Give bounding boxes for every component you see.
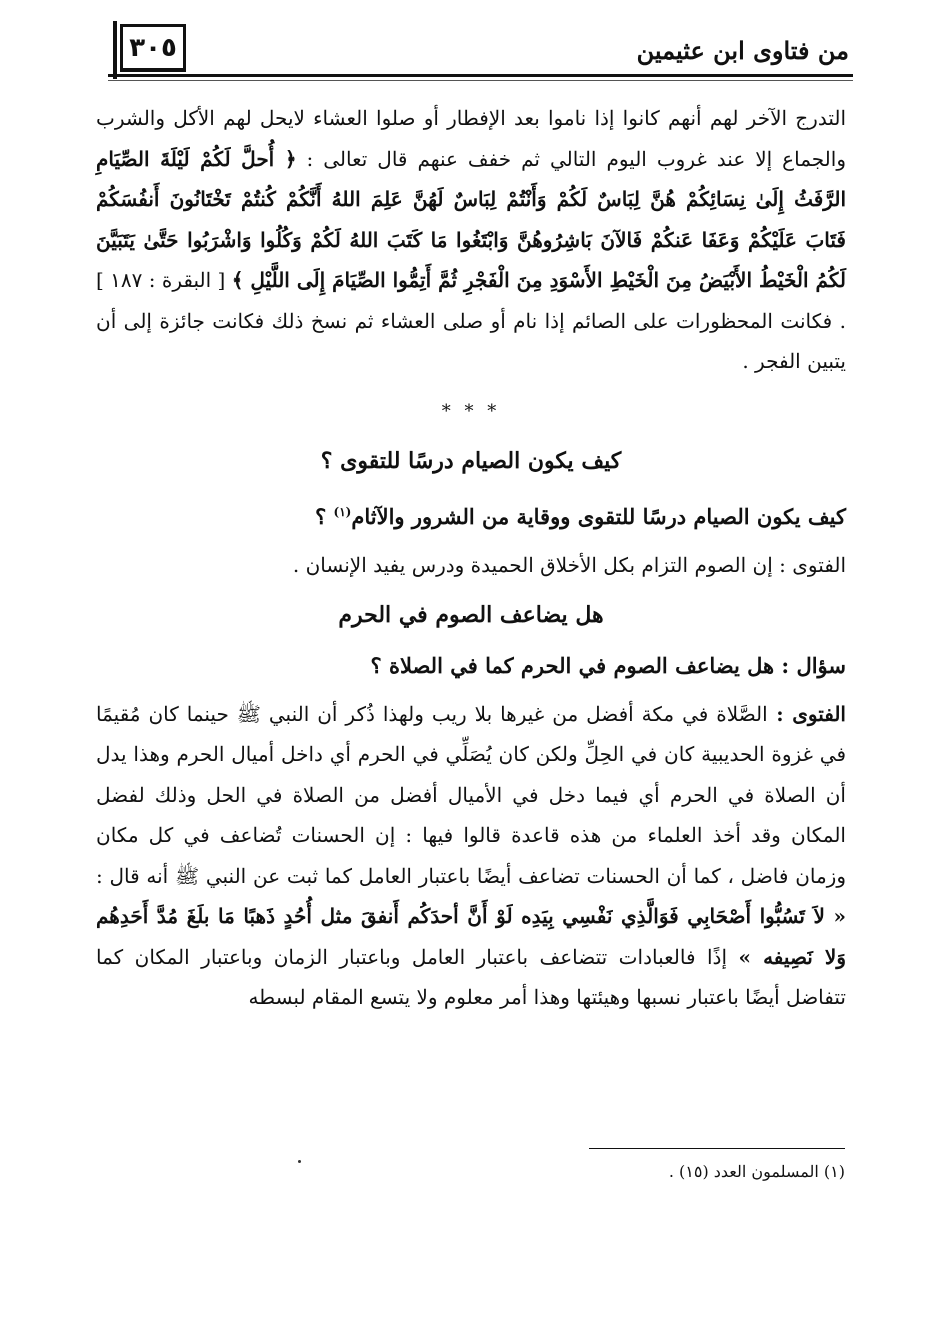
header-rule: [108, 74, 853, 77]
hadith-quote: « لاَ تَسُبُّوا أَصْحَابِي فَوَالَّذِي نَفْسِي بِيَدِه لَوْ أَنَّ أحدَكُم أَنفقَ مثل أُحُدٍ ذَهبًا مَا بلَغَ مُدَّ أَحَدِهُم وَلا نَصِيفه »: [96, 904, 846, 969]
section-heading-haram: هل يضاعف الصوم في الحرم: [338, 601, 604, 628]
intro-paragraph: [96, 98, 846, 382]
question-taqwa-mark: ؟: [315, 504, 334, 529]
answer-taqwa: الفتوى : إن الصوم التزام بكل الأخلاق الحميدة ودرس يفيد الإنسان .: [292, 553, 846, 577]
question-taqwa-text: كيف يكون الصيام درسًا للتقوى ووقاية من الشرور والآثام: [351, 504, 846, 529]
page-content: [96, 98, 846, 1018]
quran-verse: ﴿ أُحلَّ لَكُمْ لَيْلَةَ الصِّيَامِ الرَّفَثُ إِلَىٰ نِسَائِكُمْ هُنَّ لِبَاسٌ لَكُمْ وَأَنْتُمْ لِبَاسٌ لَهُنَّ عَلِمَ اللهُ أَنَّكُمْ كُنتُمْ تَخْتَانُونَ أَنفُسَكُمْ فَتَابَ عَلَيْكُمْ وَعَفَا عَنكُمْ فَالآنَ بَاشِرُوهُنَّ وَابْتَغُوا مَا كَتَبَ اللهُ لَكُمْ وَكُلُوا وَاشْرَبُوا حَتَّىٰ يَتَبَيَّنَ لَكُمُ الْخَيْطُ الأَبْيَضُ مِنَ الْخَيْطِ الأَسْوَدِ مِنَ الْفَجْرِ ثُمَّ أَتِمُّوا الصِّيَامَ إِلَى اللَّيْلِ ﴾: [96, 146, 846, 292]
page-number: ٣٠٥: [120, 24, 186, 72]
running-title: من فتاوى ابن عثيمين: [636, 36, 849, 65]
question-taqwa: [96, 490, 846, 539]
header-rule-thin: [108, 80, 853, 81]
answer-haram: [96, 694, 846, 1018]
page-header: [108, 14, 853, 78]
footnote-rule: [589, 1148, 845, 1149]
footnote: (١) المسلمون العدد (١٥) .: [668, 1162, 845, 1181]
footnote-marker: (١): [333, 505, 352, 519]
scan-speck: [298, 1160, 301, 1163]
answer-haram-part2: إذًا فالعبادات تتضاعف باعتبار العامل وباعتبار الزمان وباعتبار المكان كما تتفاضل أيضًا باعتبار نسبها وهيئتها وهذا أمر معلوم ولا يتسع المقام لبسطه: [96, 944, 846, 1009]
intro-text-end: فكانت المحظورات على الصائم إذا نام أو صلى العشاء ثم نسخ ذلك فكانت جائزة إلى أن يتبين الفجر .: [96, 308, 846, 373]
section-separator: * * *: [441, 400, 501, 422]
section-heading-taqwa: كيف يكون الصيام درسًا للتقوى ؟: [320, 448, 622, 474]
question-haram: سؤال : هل يضاعف الصوم في الحرم كما في الصلاة ؟: [370, 652, 846, 678]
answer-label: الفتوى :: [767, 701, 846, 726]
intro-text-start: التدرج الآخر لهم أنهم كانوا إذا ناموا بعد الإفطار أو صلوا العشاء لايحل لهم الأكل والشرب والجماع إلا عند غروب اليوم التالي ثم خفف عنهم قال تعالى :: [96, 106, 846, 171]
verse-reference: [ البقرة : ١٨٧ ] .: [96, 268, 847, 333]
answer-haram-part1: الصَّلاة في مكة أفضل من غيرها بلا ريب ولهذا ذُكر أن النبي ﷺ حينما كان مُقيمًا في غزوة الحديبية كان في الحِلِّ ولكن كان يُصَلِّي في الحرم أي داخل أميال الحرم وهذا يدل أن الصلاة في الحرم أي فيما دخل في الأميال أفضل من الصلاة في الحل وذلك لفضل المكان وقد أخذ العلماء من هذه قاعدة قالوا فيها : إن الحسنات تُضاعف في كل مكان وزمان فاضل ، كما أن الحسنات تضاعف أيضًا باعتبار العامل كما ثبت عن النبي ﷺ أنه قال :: [96, 701, 847, 888]
